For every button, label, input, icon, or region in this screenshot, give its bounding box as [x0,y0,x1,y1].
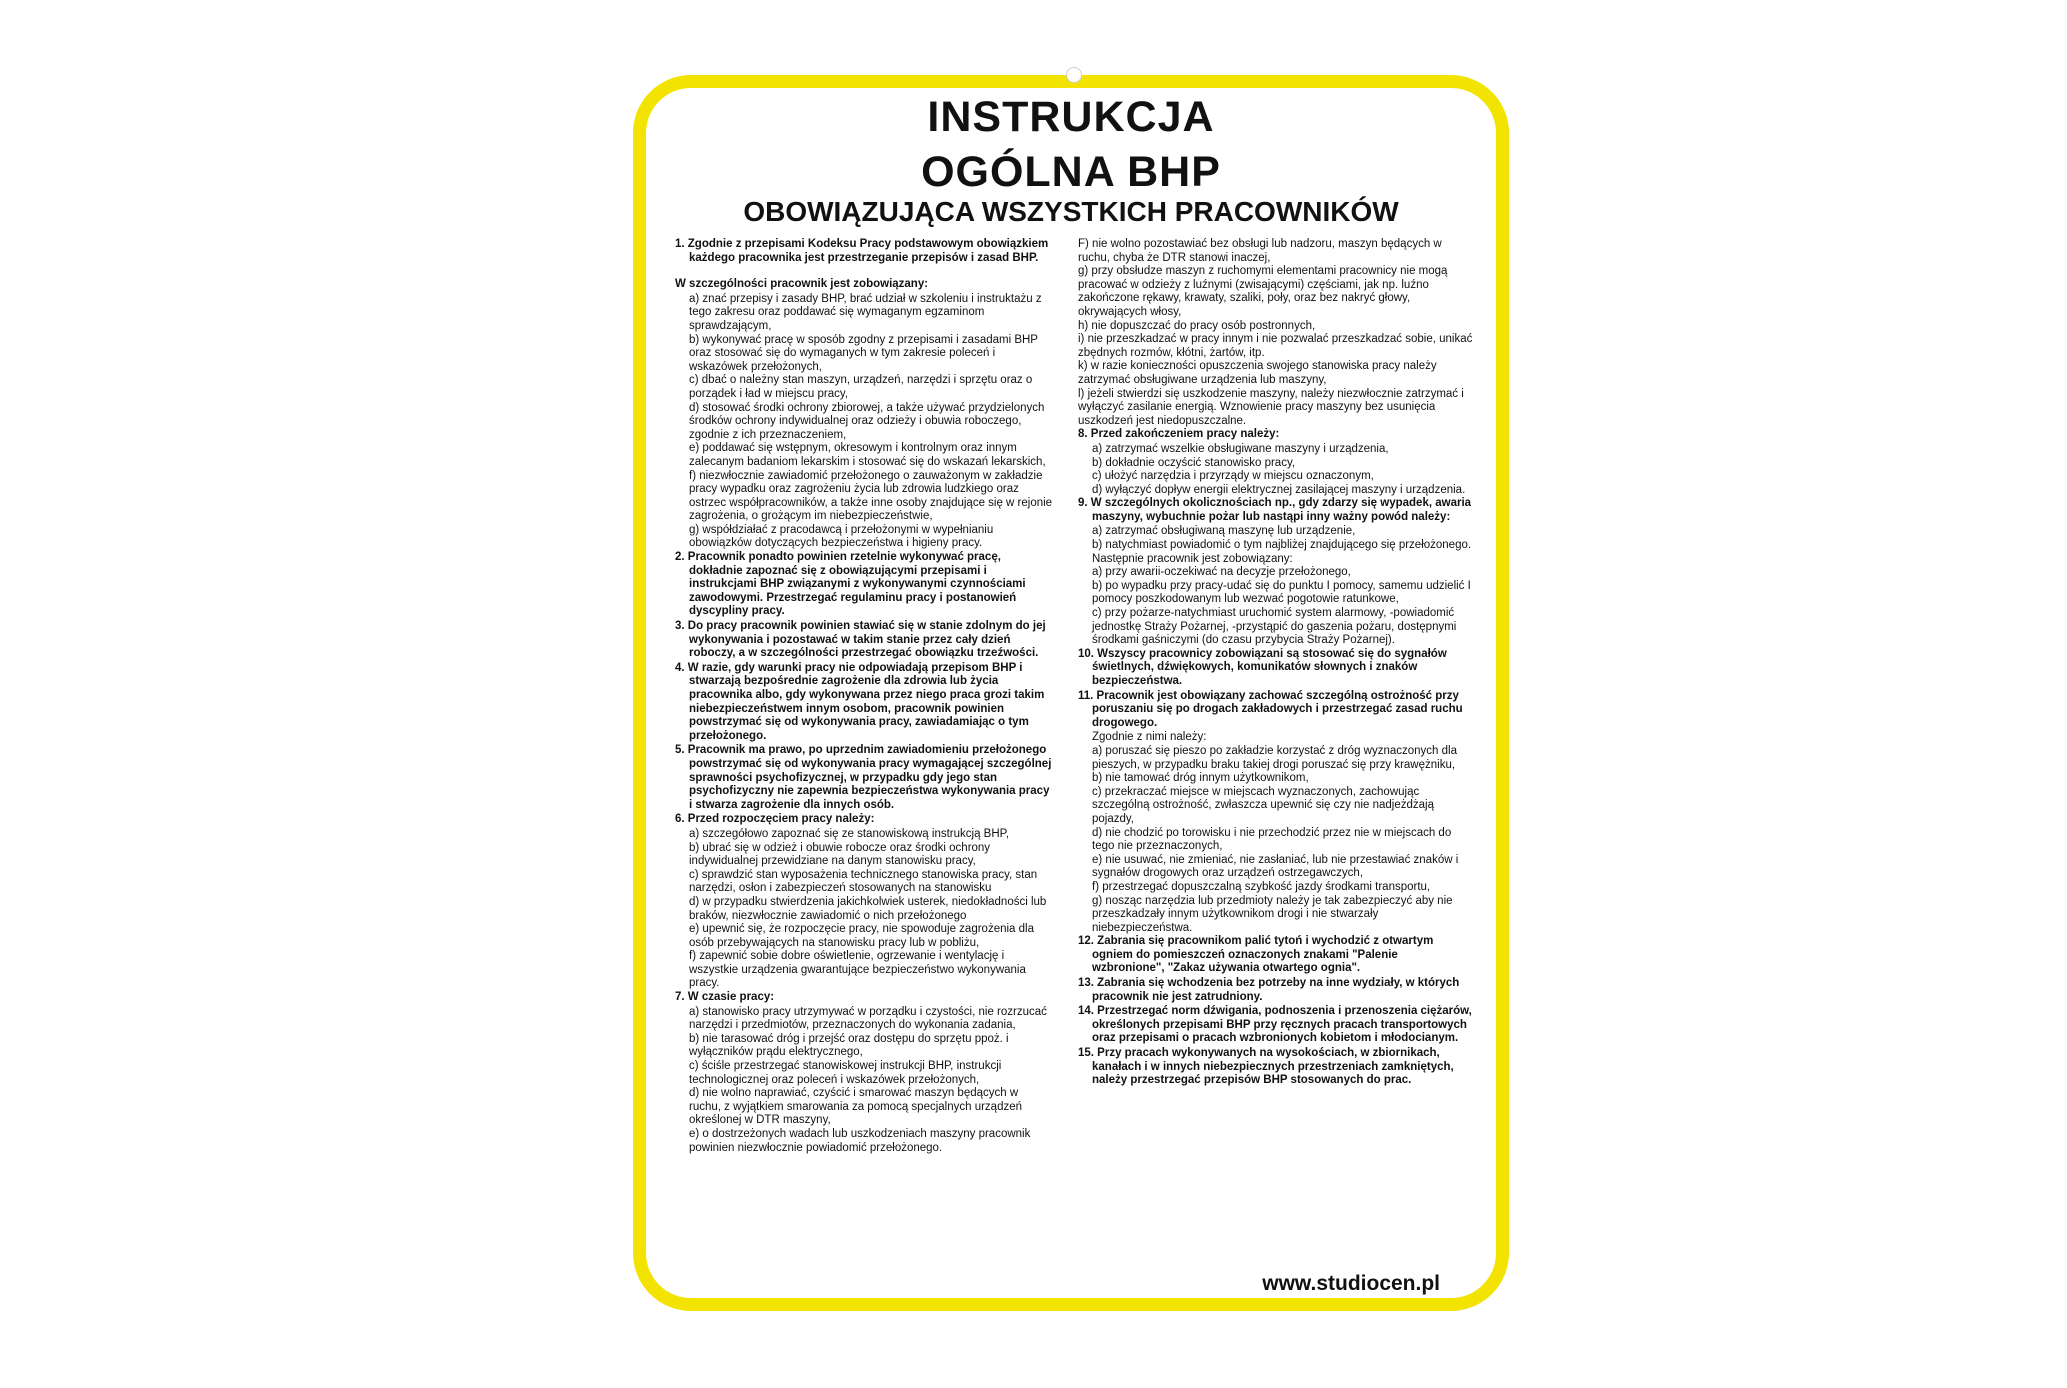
section-11: 11. Pracownik jest obowiązany zachować szczególną ostrożność przy poruszaniu się po drogach zakładowych i przestrzegać zasad ruchu drogowego. [1078,689,1463,729]
section-12: 12. Zabrania się pracownikom palić tytoń i wychodzić z otwartym ogniem do pomieszczeń oznaczonych znakami "Palenie wzbronione", "Zakaz używania otwartego ognia". [1078,935,1434,975]
list-item: d) wyłączyć dopływ energii elektrycznej zasilającej maszyny i urządzenia. [1092,483,1466,496]
title-line-2: OGÓLNA BHP [921,148,1221,196]
list-item: c) przy pożarze-natychmiast uruchomić system alarmowy, -powiadomić jednostkę Straży Pożarnej, -przystąpić do gaszenia pożaru, dostępnymi środkami gaśniczymi (do czasu przybycia Straży Pożarnej). [1092,607,1457,647]
section-1-list [675,293,1053,551]
section-5: 5. Pracownik ma prawo, po uprzednim zawiadomieniu przełożonego powstrzymać się od wykonywania pracy wymagającej szczególnej sprawności psychofizycznej, w przypadku gdy jego stan psychofizyczny nie zapewnia bezpieczeństwa wykonywania pracy i stwarza zagrożenie dla innych osób. [675,744,1052,811]
list-item: d) w przypadku stwierdzenia jakichkolwiek usterek, niedokładności lub braków, niezwłocznie zawiadomić o nich przełożonego [689,895,1047,922]
section-2: 2. Pracownik ponadto powinien rzetelnie wykonywać pracę, dokładnie zapoznać się z obowiązującymi przepisami i instrukcjami BHP związanymi z wykonywanymi czynnościami zawodowymi. Przestrzegać regulaminu pracy i postanowień dyscypliny pracy. [675,551,1026,618]
list-item: k) w razie konieczności opuszczenia swojego stanowiska pracy należy zatrzymać obsługiwane urządzenia lub maszyny, [1078,360,1437,386]
section-7-list [675,1006,1053,1156]
list-item: c) sprawdzić stan wyposażenia technicznego stanowiska pracy, stan narzędzi, osłon i zabezpieczeń stosowanych na stanowisku [689,868,1038,895]
mounting-hole [1066,67,1082,83]
list-item: e) o dostrzeżonych wadach lub uszkodzeniach maszyny pracownik powinien niezwłocznie powiadomić przełożonego. [689,1128,1031,1154]
list-item: g) współdziałać z pracodawcą i przełożonymi w wypełnianiu obowiązków dotyczących bezpieczeństwa i higieny pracy. [689,523,994,550]
list-item: a) zatrzymać obsługiwaną maszynę lub urządzenie, [1092,525,1356,538]
list-item: h) nie dopuszczać do pracy osób postronnych, [1078,319,1316,332]
section-7-continued [1078,238,1473,428]
list-item: e) poddawać się wstępnym, okresowym i kontrolnym oraz innym zalecanym badaniom lekarskim i stosować się do wskazań lekarskich, [689,442,1046,468]
list-item: b) wykonywać pracę w sposób zgodny z przepisami i zasadami BHP oraz stosować się do wymaganych w tym zakresie poleceń i wskazówek przełożonych, [689,333,1038,373]
list-item: b) nie tamować dróg innym użytkownikom, [1092,772,1309,785]
list-item: a) poruszać się pieszo po zakładzie korzystać z dróg wyznaczonych dla pieszych, w przypadku braku takiej drogi poruszać się przy krawężniku, [1092,744,1457,771]
list-item: b) po wypadku przy pracy-udać się do punktu I pomocy, samemu udzielić I pomocy poszkodowanym lub wezwać pogotowie ratunkowe, [1092,579,1471,606]
subtitle: OBOWIĄZUJĄCA WSZYSTKICH PRACOWNIKÓW [743,196,1399,227]
list-item: e) upewnić się, że rozpoczęcie pracy, nie spowoduje zagrożenia dla osób przebywających na stanowisku pracy lub w pobliżu, [689,923,1034,949]
section-3: 3. Do pracy pracownik powinien stawiać się w stanie zdolnym do jej wykonywania i pozostawać w takim stanie przez cały dzień roboczy, a w szczególności przestrzegać obowiązku trzeźwości. [675,620,1046,660]
section-9-list [1078,525,1473,647]
list-item: a) zatrzymać wszelkie obsługiwane maszyny i urządzenia, [1092,442,1389,455]
list-item: g) nosząc narzędzia lub przedmioty należy je tak zabezpieczyć aby nie przeszkadzały innym użytkownikom drogi i nie stwarzały niebezpieczeństwa. [1092,894,1453,934]
list-item: d) nie chodzić po torowisku i nie przechodzić przez nie w miejscach do tego nie przeznaczonych, [1092,826,1452,853]
section-9: 9. W szczególnych okolicznościach np., gdy zdarzy się wypadek, awaria maszyny, wybuchnie pożar lub nastąpi inny ważny powód należy: [1078,497,1472,523]
list-item: d) stosować środki ochrony zbiorowej, a także używać przydzielonych środków ochrony indywidualnej oraz odzieży i obuwia roboczego, zgodnie z ich przeznaczeniem, [689,401,1045,441]
list-item: f) niezwłocznie zawiadomić przełożonego o zauważonym w zakładzie pracy wypadku oraz zagrożeniu życia lub zdrowia ludzkiego oraz ostrzec współpracowników, a także inne osoby znajdujące się w rejonie zagrożenia, o grożącym im niebezpieczeństwie, [689,469,1053,523]
section-11-list [1078,731,1473,935]
list-item: e) nie usuwać, nie zmieniać, nie zasłaniać, lub nie przestawiać znaków i sygnałów drogowych oraz urządzeń ostrzegawczych, [1092,853,1459,880]
right-column [1078,238,1473,1258]
list-item: b) ubrać się w odzież i obuwie robocze oraz środki ochrony indywidualnej przewidziane na danym stanowisku pracy, [689,841,991,868]
list-item: c) ściśle przestrzegać stanowiskowej instrukcji BHP, instrukcji technologicznej oraz poleceń i wskazówek przełożonych, [689,1060,1002,1086]
list-item: c) dbać o należny stan maszyn, urządzeń, narzędzi i sprzętu oraz o porządek i ład w miejscu pracy, [689,374,1033,400]
section-1: 1. Zgodnie z przepisami Kodeksu Pracy podstawowym obowiązkiem każdego pracownika jest przestrzeganie przepisów i zasad BHP. [675,238,1049,264]
list-item: a) przy awarii-oczekiwać na decyzje przełożonego, [1092,566,1351,579]
section-13: 13. Zabrania się wchodzenia bez potrzeby na inne wydziały, w których pracownik nie jest zatrudniony. [1078,977,1460,1003]
section-15: 15. Przy pracach wykonywanych na wysokościach, w zbiornikach, kanałach i w innych niebezpiecznych przestrzeniach zamkniętych, należy przestrzegać przepisów BHP stosowanych do prac. [1078,1047,1454,1087]
website-url: www.studiocen.pl [1262,1272,1440,1295]
list-item: Następnie pracownik jest zobowiązany: [1092,552,1293,565]
list-item: b) dokładnie oczyścić stanowisko pracy, [1092,456,1296,469]
list-item: f) przestrzegać dopuszczalną szybkość jazdy środkami transportu, [1092,880,1431,893]
left-column [675,238,1053,1268]
list-item: c) ułożyć narzędzia i przyrządy w miejscu oznaczonym, [1092,470,1374,483]
list-item: a) stanowisko pracy utrzymywać w porządku i czystości, nie rozrzucać narzędzi i przedmiotów, przeznaczonych do wykonania zadania, [689,1005,1047,1032]
list-item: a) szczegółowo zapoznać się ze stanowiskową instrukcją BHP, [689,827,1010,840]
list-item: b) natychmiast powiadomić o tym najbliżej znajdującego się przełożonego. [1092,539,1472,552]
list-item: c) przekraczać miejsce w miejscach wyznaczonych, zachowując szczególną ostrożność, zwłaszcza upewnić się czy nie nadjeżdżają pojazdy, [1092,785,1434,825]
list-item: i) nie przeszkadzać w pracy innym i nie pozwalać przeszkadzać sobie, unikać zbędnych rozmów, kłótni, żartów, itp. [1078,333,1473,359]
list-item: Zgodnie z nimi należy: [1092,731,1207,744]
list-item: F) nie wolno pozostawiać bez obsługi lub nadzoru, maszyn będących w ruchu, chyba że DTR stanowi inaczej, [1078,238,1442,264]
section-8-list [1078,443,1473,497]
section-4: 4. W razie, gdy warunki pracy nie odpowiadają przepisom BHP i stwarzają bezpośrednie zagrożenie dla zdrowia lub życia pracownika albo, gdy wykonywana przez niego praca grozi takim niebezpieczeństwem innym osobom, pracownik powinien powstrzymać się od wykonywania pracy, zawiadamiając o tym przełożonego. [675,661,1045,742]
section-1-intro: W szczególności pracownik jest zobowiązany: [675,278,929,291]
section-6-list [675,828,1053,991]
section-8: 8. Przed zakończeniem pracy należy: [1078,428,1280,441]
list-item: l) jeżeli stwierdzi się uszkodzenie maszyny, należy niezwłocznie zatrzymać i wyłączyć zasilanie energią. Wznowienie pracy maszyny bez usunięcia uszkodzeń jest niedopuszczalne. [1078,387,1464,427]
section-7: 7. W czasie pracy: [675,991,775,1004]
section-10: 10. Wszyscy pracownicy zobowiązani są stosować się do sygnałów świetlnych, dźwiękowych, komunikatów słownych i znaków bezpieczeństwa. [1078,647,1447,687]
list-item: f) zapewnić sobie dobre oświetlenie, ogrzewanie i wentylację i wszystkie urządzenia gwarantujące bezpieczeństwo wykonywania pracy. [689,950,1026,990]
list-item: g) przy obsłudze maszyn z ruchomymi elementami pracownicy nie mogą pracować w odzieży z luźnymi (zwisającymi) częściami, jak np. luźno zakończone rękawy, krawaty, szaliki, poły, oraz bez nakryć głowy, okrywających włosy, [1078,265,1448,318]
title-line-1: INSTRUKCJA [927,93,1215,141]
section-6: 6. Przed rozpoczęciem pracy należy: [675,813,875,826]
list-item: d) nie wolno naprawiać, czyścić i smarować maszyn będących w ruchu, z wyjątkiem smarowania za pomocą specjalnych urządzeń określonej w DTR maszyny, [689,1087,1023,1127]
list-item: a) znać przepisy i zasady BHP, brać udział w szkoleniu i instruktażu z tego zakresu oraz poddawać się wymaganym egzaminom sprawdzającym, [689,292,1042,332]
list-item: b) nie tarasować dróg i przejść oraz dostępu do sprzętu ppoż. i wyłączników prądu elektrycznego, [689,1032,1009,1059]
section-14: 14. Przestrzegać norm dźwigania, podnoszenia i przenoszenia ciężarów, określonych przepisami BHP przy ręcznych pracach transportowych oraz przepisami o pracach wzbronionych kobietom i młodocianym. [1078,1005,1472,1045]
